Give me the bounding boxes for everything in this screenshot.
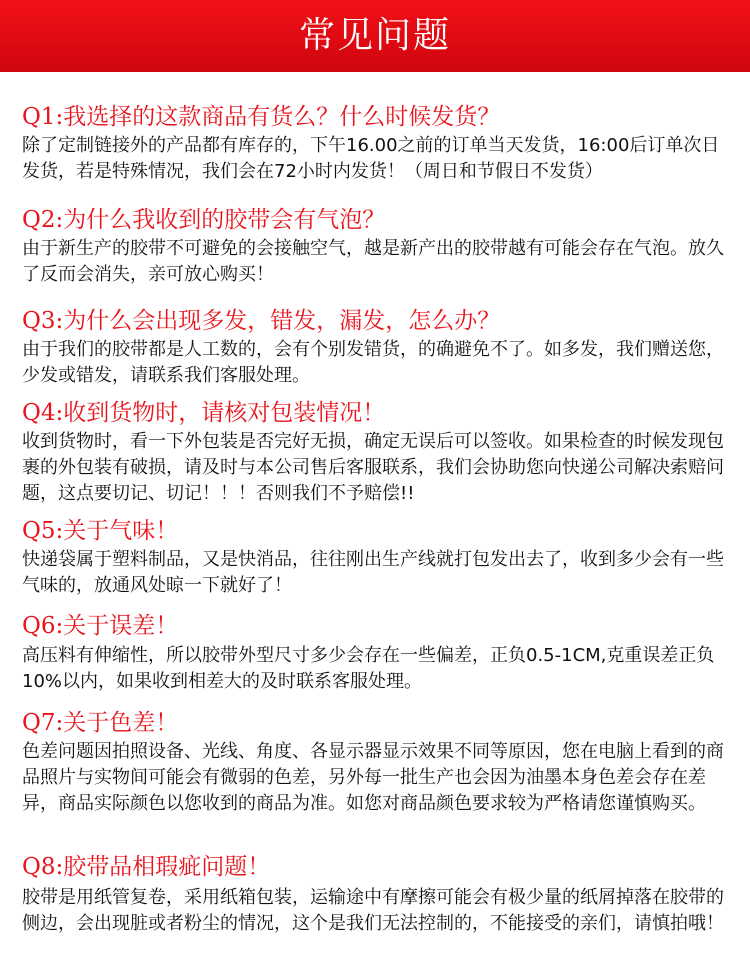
faq-question-8: Q8:胶带品相瑕疵问题！ [22, 854, 271, 880]
faq-answer-3: 由于我们的胶带都是人工数的，会有个别发错货，的确避免不了。如多发，我们赠送您，少发或错发，请联系我们客服处理。 [22, 339, 724, 386]
faq-answer-1: 除了定制链接外的产品都有库存的，下午16.00之前的订单当天发货，16:00后订单次日发货，若是特殊情况，我们会在72小时内发货！（周日和节假日不发货） [22, 135, 720, 182]
faq-question-6: Q6:关于误差！ [22, 613, 179, 639]
faq-question-2: Q2:为什么我收到的胶带会有气泡？ [22, 207, 386, 233]
faq-question-7: Q7:关于色差！ [22, 710, 179, 736]
faq-question-1: Q1:我选择的这款商品有货么？什么时候发货？ [22, 104, 501, 130]
faq-answer-6: 高压料有伸缩性，所以胶带外型尺寸多少会存在一些偏差，正负0.5-1CM,克重误差正负10%以内，如果收到相差大的及时联系客服处理。 [22, 645, 715, 692]
faq-answer-2: 由于新生产的胶带不可避免的会接触空气，越是新产出的胶带越有可能会存在气泡。放久了反而会消失，亲可放心购买！ [22, 238, 724, 285]
faq-answer-5: 快递袋属于塑料制品，又是快消品，往往刚出生产线就打包发出去了，收到多少会有一些气味的，放通风处晾一下就好了！ [22, 549, 724, 596]
faq-answer-4: 收到货物时，看一下外包装是否完好无损，确定无误后可以签收。如果检查的时候发现包裹的外包装有破损，请及时与本公司售后客服联系，我们会协助您向快递公司解决索赔问题，这点要切记、切记！！！否则我们不予赔偿!! [22, 431, 724, 504]
faq-answer-7: 色差问题因拍照设备、光线、角度、各显示器显示效果不同等原因，您在电脑上看到的商品照片与实物间可能会有微弱的色差，另外每一批生产也会因为油墨本身色差会存在差异，商品实际颜色以您收到的商品为准。如您对商品颜色要求较为严格请您谨慎购买。 [22, 741, 724, 814]
faq-question-3: Q3:为什么会出现多发，错发，漏发，怎么办？ [22, 308, 501, 334]
header-banner [0, 0, 750, 72]
faq-question-4: Q4:收到货物时，请核对包装情况！ [22, 400, 386, 426]
faq-question-5: Q5:关于气味！ [22, 518, 179, 544]
faq-answer-8: 胶带是用纸管复卷，采用纸箱包装，运输途中有摩擦可能会有极少量的纸屑掉落在胶带的侧边，会出现脏或者粉尘的情况，这个是我们无法控制的，不能接受的亲们，请慎拍哦！ [22, 887, 724, 934]
page-title: 常见问题 [298, 15, 451, 56]
